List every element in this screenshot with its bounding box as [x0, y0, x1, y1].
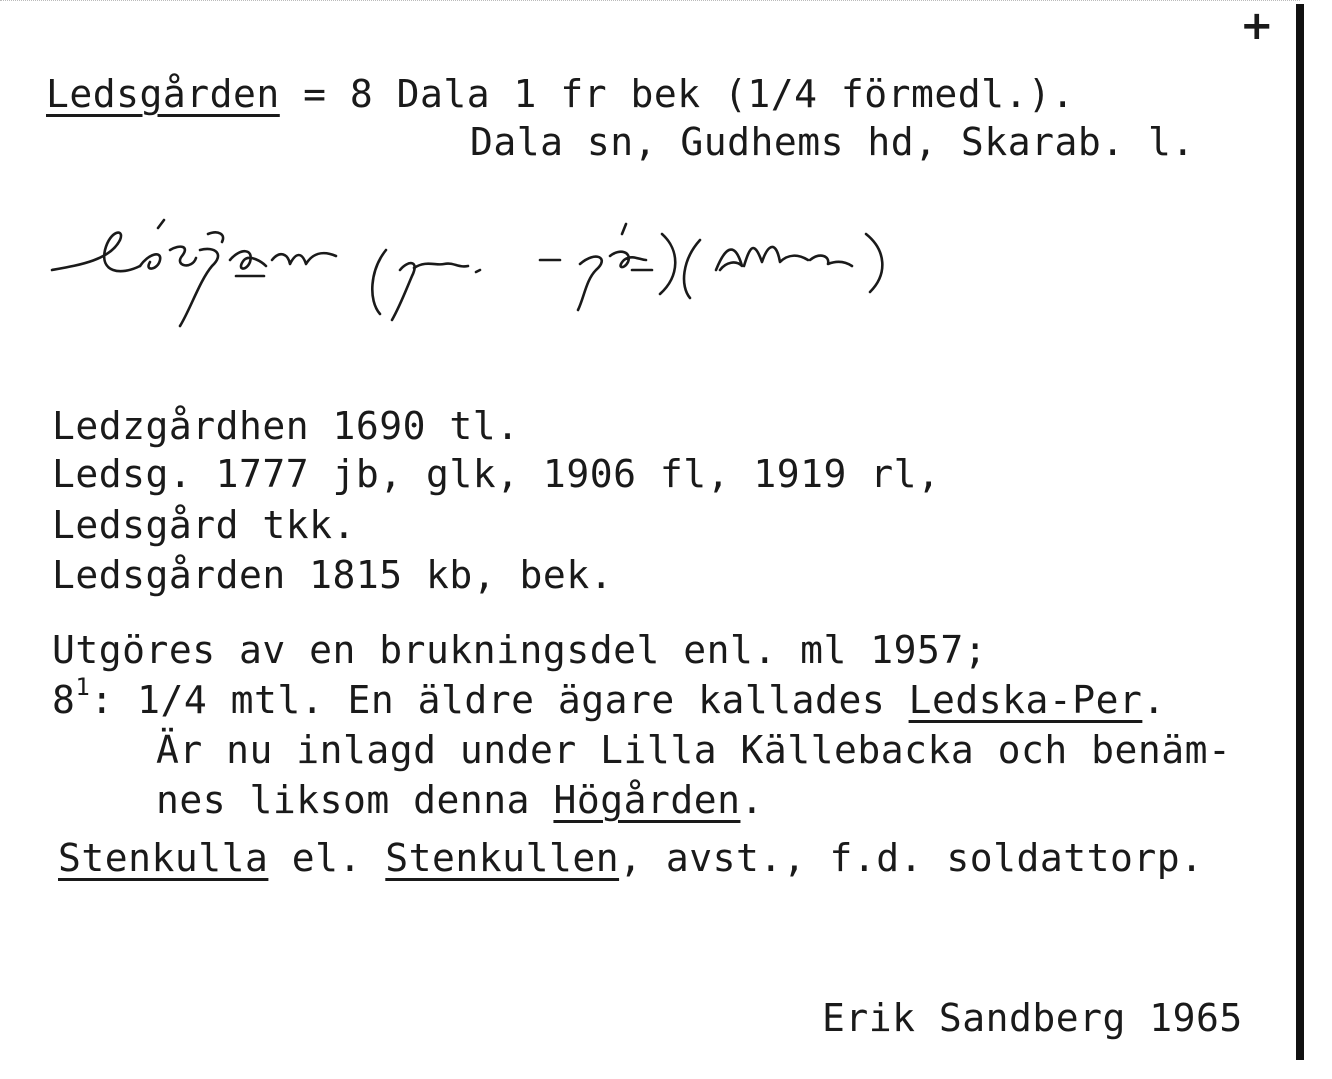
lot-number: 8	[52, 678, 76, 722]
card-top-edge	[0, 0, 1300, 3]
stenkulla-line	[58, 836, 1204, 880]
owner-name: Ledska-Per	[908, 678, 1143, 722]
note-line-4	[156, 778, 764, 822]
place-name: Ledsgården	[46, 72, 280, 116]
form-line-2: Ledsg. 1777 jb, glk, 1906 fl, 1919 rl,	[52, 452, 941, 496]
note-line-4-end: .	[740, 778, 764, 822]
header-rest: = 8 Dala 1 fr bek (1/4 förmedl.).	[279, 72, 1075, 116]
card-right-edge	[1296, 4, 1304, 1060]
signature: Erik Sandberg 1965	[822, 996, 1243, 1040]
form-line-3: Ledsgård tkk.	[52, 503, 356, 547]
location-line: Dala sn, Gudhems hd, Skarab. l.	[470, 120, 1195, 164]
header-line	[46, 72, 1075, 116]
farm-name: Högården	[553, 778, 741, 822]
form-line-4: Ledsgården 1815 kb, bek.	[52, 553, 614, 597]
form-line-1: Ledzgårdhen 1690 tl.	[52, 404, 520, 448]
note-line-2-end: .	[1142, 678, 1166, 722]
stenkulla-name: Stenkulla	[58, 836, 269, 880]
note-line-2	[52, 673, 1166, 727]
note-line-2-text: : 1/4 mtl. En äldre ägare kallades	[90, 678, 909, 722]
stenkulla-description: , avst., f.d. soldattorp.	[619, 836, 1204, 880]
stenkulla-connector: el.	[268, 836, 386, 880]
plus-mark: +	[1240, 3, 1274, 49]
stenkullen-name: Stenkullen	[385, 836, 620, 880]
note-line-4-text: nes liksom denna	[156, 778, 554, 822]
note-line-1: Utgöres av en brukningsdel enl. ml 1957;	[52, 628, 988, 672]
lot-superscript: 1	[75, 673, 91, 701]
handwritten-pronunciation	[40, 210, 970, 340]
note-line-3: Är nu inlagd under Lilla Källebacka och benäm-	[156, 728, 1232, 772]
